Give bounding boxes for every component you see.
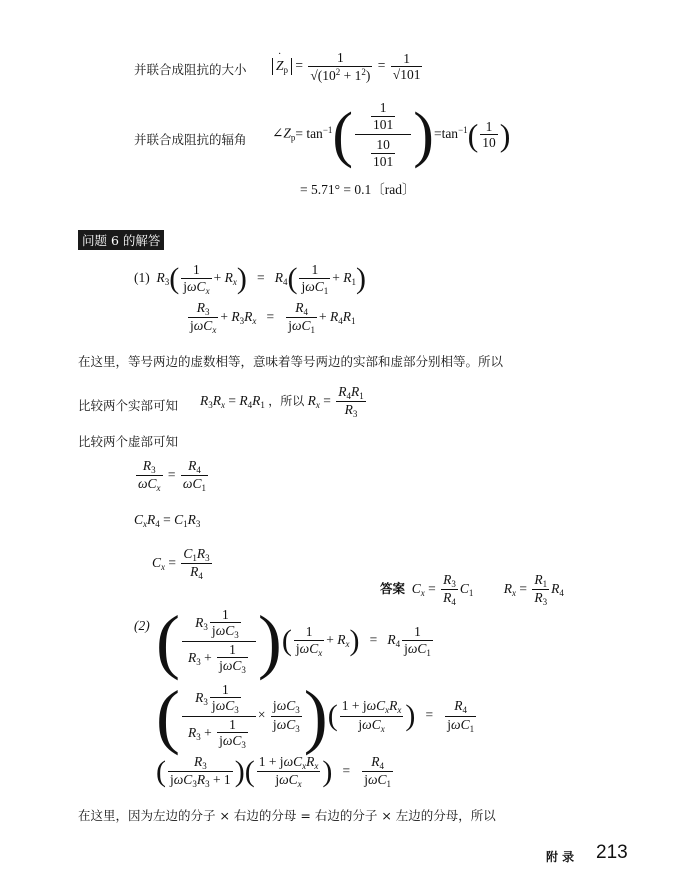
part1-equation-2: $\frac{R_3}{j\omega C_x}$ + $R_3R_x$ = $\frac{R_4}{j\omega C_1}$ + $R_4R_1$ — [190, 300, 356, 336]
imag-part-equation-1: $\frac{R_3}{\omega C_x}$ = $\frac{R_4}{\omega C_1}$ — [138, 458, 206, 494]
impedance-argument-label: 并联合成阻抗的辐角 — [134, 132, 247, 147]
text-line-1: 在这里，等号两边的虚数相等，意味着等号两边的实部和虚部分别相等。所以 — [78, 354, 504, 369]
part1-equation-1: (1) $R_3$( $\frac{1}{j\omega C_x}$ + $R_x$) = $R_4$( $\frac{1}{j\omega C_1}$ + $R_1$) — [134, 261, 366, 296]
imag-part-equation-3: $C_x$ = $\frac{C_1R_3}{R_4}$ — [152, 546, 210, 582]
part1-label: (1) — [134, 270, 150, 286]
part2-equation-1: ( $R_3$ $\frac{1}{j\omega C_3}$ $R_3$ + $\frac{1}{j\omega C_3}$ )( $\frac{1}{j\omega C_x}$ + $R_x$) = $R_4$ $\frac{1}{j\omega C_1}$ — [156, 601, 431, 681]
part2-label: (2) — [134, 618, 150, 633]
text-line-4: 在这里，因为左边的分子 × 右边的分母 = 右边的分子 × 左边的分母，所以 — [78, 808, 496, 823]
text-line-2-mid: ，所以 — [268, 393, 305, 408]
part2-equation-3: ( $\frac{R_3}{j\omega C_3R_3 + 1}$ )( $\frac{1 + j\omega C_xR_x}{j\omega C_x}$ ) = $\frac{R_4}{j\omega C_1}$ — [156, 754, 392, 790]
footer-section: 附 录 — [546, 850, 575, 864]
impedance-argument-result: = 5.71° = 0.1〔rad〕 — [300, 182, 416, 197]
section-title: 问题 6 的解答 — [78, 230, 164, 250]
part2-equation-2: ( $R_3$ $\frac{1}{j\omega C_3}$ $R_3$ + $\frac{1}{j\omega C_3}$ × $\frac{j\omega C_3}{j\omega C_3}$ )( $\frac{1 + j\omega C_xR_x}{j\omega C_x}$ ) = $\frac{R_4}{j\omega C_1}$ — [156, 676, 475, 756]
real-part-equation: $R_3R_x = R_4R_1$ ，所以 $R_x$ = $\frac{R_4R_1}{R_3}$ — [200, 384, 364, 420]
imag-part-equation-2: $C_xR_4 = C_1R_3$ — [134, 512, 201, 529]
text-line-2-prefix: 比较两个实部可知 — [78, 398, 179, 413]
text-line-3: 比较两个虚部可知 — [78, 434, 179, 449]
impedance-magnitude-equation: Z · $_p$ = $\frac{1}{√(10^2 + 1^2)}$ = $\frac{1}{√101}$ — [272, 50, 424, 83]
impedance-argument-equation: $\angle Z_p= \tan^{-1}$( $\frac{\frac{1}{101}}{\frac{10}{101}}$ )$=\tan^{-1}$( $\frac{1}{10}$ ) — [272, 100, 511, 169]
answer-label: 答案 — [380, 580, 406, 596]
page-number: 213 — [596, 842, 628, 863]
impedance-magnitude-label: 并联合成阻抗的大小 — [134, 62, 247, 77]
answer-equation: 答案 $C_x$ = $\frac{R_3}{R_4}$ $C_1$ $R_x$ = $\frac{R_1}{R_3}$ $R_4$ — [380, 572, 564, 608]
